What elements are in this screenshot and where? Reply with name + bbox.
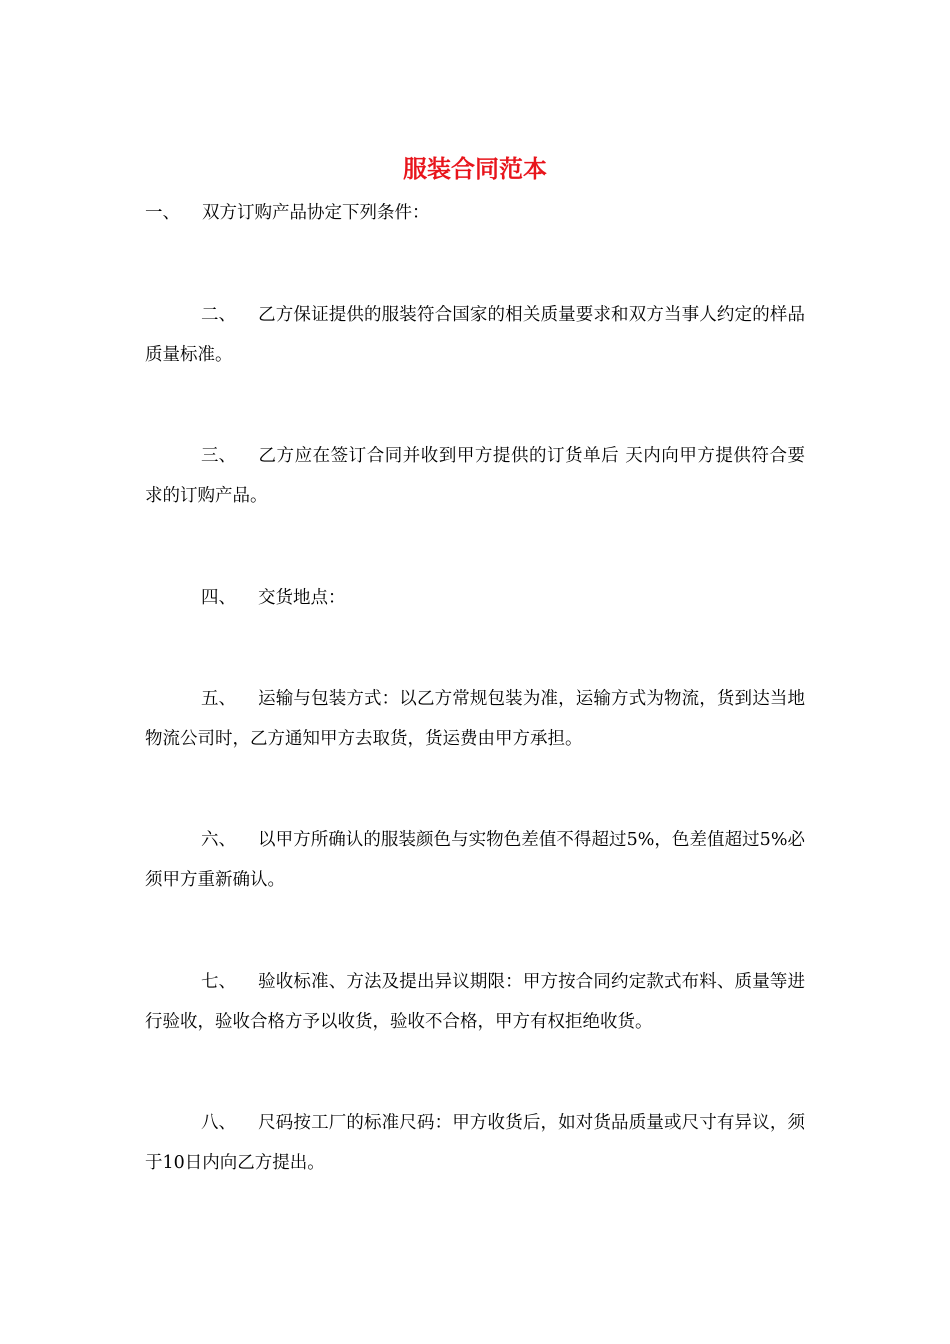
- clause-1: [145, 193, 805, 233]
- clause-number: 八、: [201, 1113, 236, 1133]
- clause-number: 三、: [201, 446, 236, 466]
- clause-number: 五、: [201, 689, 236, 709]
- clause-8: [145, 1103, 805, 1183]
- clause-text: 乙方应在签订合同并收到甲方提供的订货单后 天内向甲方提供符合要求的订购产品。: [145, 446, 805, 506]
- clause-text: 以甲方所确认的服装颜色与实物色差值不得超过5%，色差值超过5%必须甲方重新确认。: [145, 830, 805, 890]
- clause-number: 二、: [201, 305, 236, 325]
- clause-6: [145, 820, 805, 900]
- clause-number: 一、: [145, 203, 180, 223]
- clause-text: 验收标准、方法及提出异议期限：甲方按合同约定款式布料、质量等进行验收，验收合格方予以收货，验收不合格，甲方有权拒绝收货。: [145, 972, 805, 1032]
- clause-5: [145, 679, 805, 759]
- clause-text: 交货地点：: [258, 588, 346, 608]
- clause-2: [145, 295, 805, 375]
- clause-text: 尺码按工厂的标准尺码：甲方收货后，如对货品质量或尺寸有异议，须于10日内向乙方提出。: [145, 1113, 805, 1173]
- clause-number: 七、: [201, 972, 236, 992]
- clause-text: 运输与包装方式：以乙方常规包装为准，运输方式为物流，货到达当地物流公司时，乙方通知甲方去取货，货运费由甲方承担。: [145, 689, 805, 749]
- clause-number: 四、: [201, 588, 236, 608]
- clause-4: [145, 578, 805, 618]
- clause-7: [145, 962, 805, 1042]
- clause-text: 乙方保证提供的服装符合国家的相关质量要求和双方当事人约定的样品质量标准。: [145, 305, 805, 365]
- clause-text: 双方订购产品协定下列条件：: [202, 203, 430, 223]
- document-title: 服装合同范本: [403, 154, 547, 183]
- clause-number: 六、: [201, 830, 236, 850]
- clause-3: [145, 436, 805, 516]
